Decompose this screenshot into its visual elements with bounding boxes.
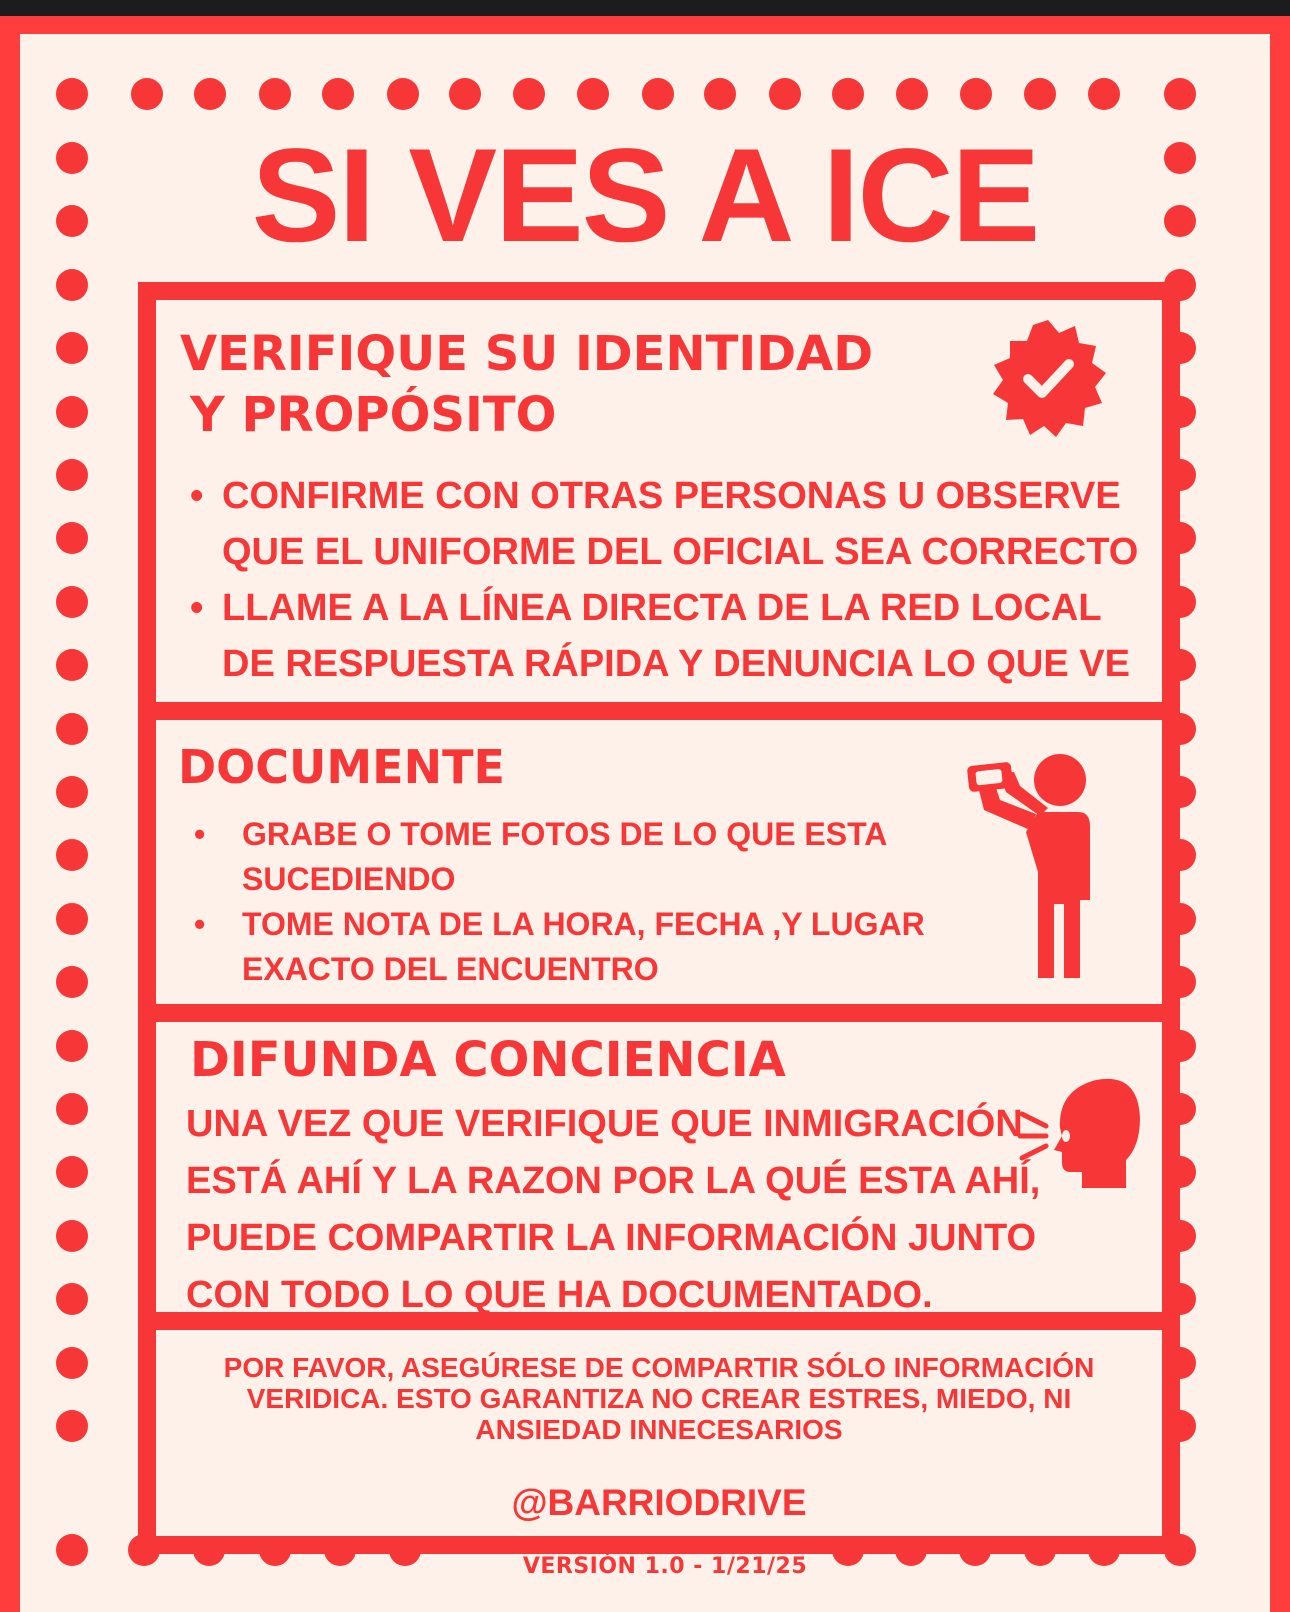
spread-awareness-body	[186, 1096, 1116, 1324]
decorative-dot	[387, 78, 419, 110]
poster-paper	[20, 34, 1270, 1612]
decorative-dot	[56, 713, 88, 745]
verify-bullet-list	[190, 468, 1152, 692]
decorative-dot	[896, 78, 928, 110]
poster-title: SI VES A ICE	[251, 122, 1039, 270]
decorative-dot	[577, 78, 609, 110]
decorative-dot	[56, 1093, 88, 1125]
poster-frame	[0, 16, 1290, 1612]
list-item	[194, 902, 962, 992]
decorative-dot	[259, 78, 291, 110]
decorative-dot	[56, 1283, 88, 1315]
bullet-line: GRABE O TOME FOTOS DE LO QUE ESTA	[242, 816, 888, 852]
decorative-dot	[513, 78, 545, 110]
spread-awareness-panel	[156, 1022, 1162, 1316]
bullet-line: QUE EL UNIFORME DEL OFICIAL SEA CORRECTO	[222, 531, 1139, 573]
decorative-dot	[769, 78, 801, 110]
decorative-dot	[960, 78, 992, 110]
decorative-dot	[832, 78, 864, 110]
decorative-dot	[1024, 78, 1056, 110]
decorative-dot	[56, 839, 88, 871]
decorative-dot	[56, 269, 88, 301]
decorative-dot	[56, 396, 88, 428]
list-item	[190, 580, 1152, 692]
bullet-line: DE RESPUESTA RÁPIDA Y DENUNCIA LO QUE VE	[222, 643, 1130, 685]
decorative-dot	[56, 1220, 88, 1252]
bullet-line: EXACTO DEL ENCUENTRO	[242, 951, 659, 987]
document-heading: DOCUMENTE	[178, 740, 505, 794]
verify-identity-panel	[156, 300, 1162, 702]
bullet-line: SUCEDIENDO	[242, 861, 456, 897]
bullet-marker: •	[194, 906, 206, 942]
decorative-dot	[56, 459, 88, 491]
decorative-dot	[131, 78, 163, 110]
decorative-dot	[56, 1156, 88, 1188]
decorative-dot	[56, 586, 88, 618]
decorative-dot	[56, 649, 88, 681]
content-box	[138, 282, 1180, 1554]
decorative-dot	[56, 776, 88, 808]
decorative-dot	[1088, 78, 1120, 110]
bullet-marker: •	[190, 475, 204, 517]
decorative-dot	[1164, 78, 1196, 110]
person-photographing-icon	[966, 752, 1106, 982]
body-line: PUEDE COMPARTIR LA INFORMACIÓN JUNTO	[186, 1217, 1037, 1259]
bullet-marker: •	[194, 816, 206, 852]
document-bullet-list	[194, 812, 962, 992]
version-label: VERSIÓN 1.0 - 1/21/25	[522, 1554, 808, 1579]
footer-note-line: VERIDICA. ESTO GARANTIZA NO CREAR ESTRES, MIEDO, NI	[246, 1383, 1072, 1414]
spread-awareness-heading: DIFUNDA CONCIENCIA	[190, 1032, 786, 1088]
list-item	[194, 812, 962, 902]
decorative-dot	[56, 1410, 88, 1442]
bullet-line: TOME NOTA DE LA HORA, FECHA ,Y LUGAR	[242, 906, 925, 942]
decorative-dot	[642, 78, 674, 110]
decorative-dot	[56, 903, 88, 935]
list-item	[190, 468, 1152, 580]
footer-panel	[156, 1330, 1162, 1536]
decorative-dot	[56, 522, 88, 554]
decorative-dot	[322, 78, 354, 110]
decorative-dot	[56, 1030, 88, 1062]
verify-heading-line2: Y PROPÓSITO	[190, 387, 557, 443]
bullet-line: LLAME A LA LÍNEA DIRECTA DE LA RED LOCAL	[222, 587, 1102, 629]
footer-note	[166, 1352, 1152, 1445]
document-panel	[156, 720, 1162, 1004]
decorative-dot	[56, 1347, 88, 1379]
body-line: ESTÁ AHÍ Y LA RAZON POR LA QUÉ ESTA AHÍ,	[186, 1160, 1041, 1202]
body-line: CON TODO LO QUE HA DOCUMENTADO.	[186, 1274, 933, 1316]
decorative-dot	[56, 332, 88, 364]
verified-badge-icon	[986, 316, 1110, 440]
decorative-dot	[704, 78, 736, 110]
decorative-dot	[56, 1534, 88, 1566]
bullet-line: CONFIRME CON OTRAS PERSONAS U OBSERVE	[222, 475, 1121, 517]
decorative-dot	[56, 78, 88, 110]
decorative-dot	[449, 78, 481, 110]
bullet-marker: •	[190, 587, 204, 629]
verify-heading-line1: VERIFIQUE SU IDENTIDAD	[180, 326, 874, 382]
footer-note-line: POR FAVOR, ASEGÚRESE DE COMPARTIR SÓLO INFORMACIÓN	[223, 1352, 1095, 1383]
decorative-dot	[194, 78, 226, 110]
social-handle: @BARRIODRIVE	[511, 1482, 807, 1523]
decorative-dot	[56, 966, 88, 998]
body-line: UNA VEZ QUE VERIFIQUE QUE INMIGRACIÓN	[186, 1103, 1023, 1145]
footer-note-line: ANSIEDAD INNECESARIOS	[475, 1414, 843, 1445]
